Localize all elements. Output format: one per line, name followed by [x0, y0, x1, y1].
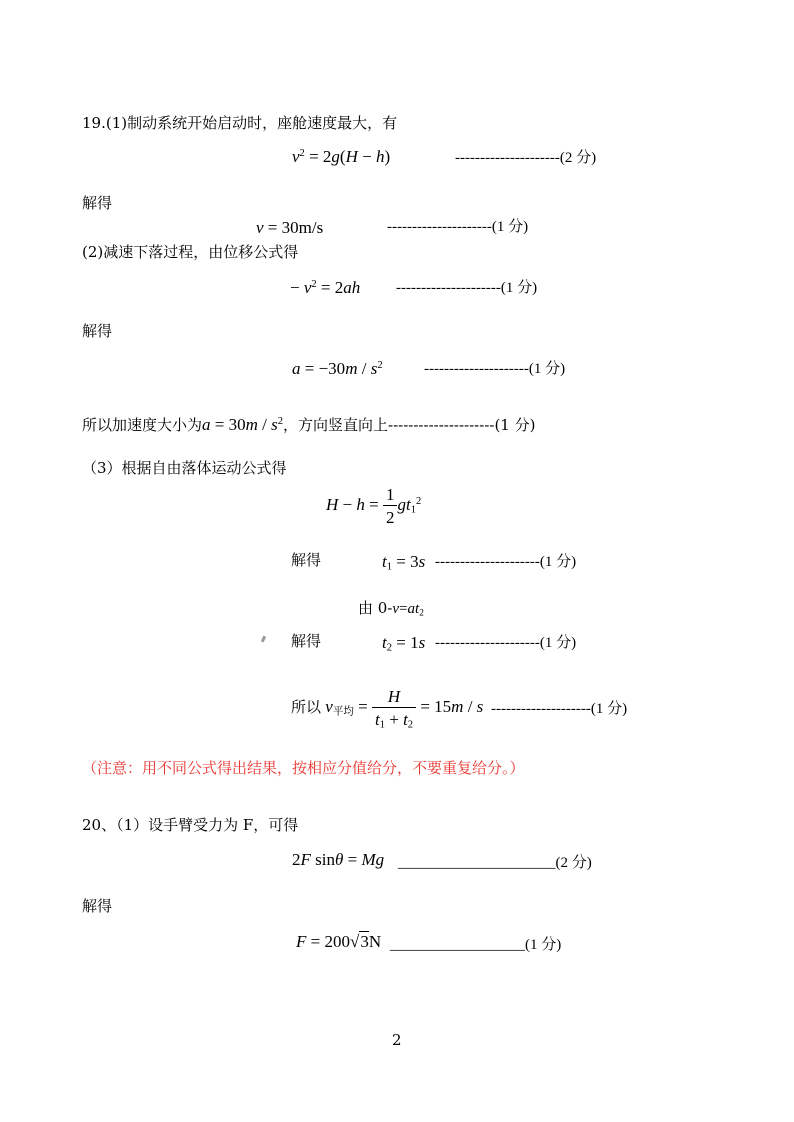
label-jiede: 解得 [82, 322, 113, 340]
equation-t2-value: $t_2 = 1s$ [382, 633, 426, 654]
q19-conclusion [82, 416, 535, 433]
q20-intro: 20、（1）设手臂受力为 F，可得 [82, 816, 299, 834]
fraction-one-half: $\frac{1}{2}$ [383, 486, 398, 526]
score-marker: ---------------------(1 分) [424, 361, 566, 377]
label-jiede: 解得 [82, 897, 113, 915]
fraction-h-over-t: $\frac{H}{t_1 + t_2}$ [372, 688, 416, 728]
equation-force-balance: 2F sinθ = Mg [292, 850, 385, 869]
q19-average-velocity [291, 687, 484, 731]
q19-part2-intro: (2)减速下落过程，由位移公式得 [82, 243, 299, 261]
q19-part3-intro: （3）根据自由落体运动公式得 [82, 459, 287, 477]
label-suoyi: 所以 [291, 697, 322, 716]
score-marker: ---------------------(1 分) [435, 554, 577, 570]
score-marker: __________________(1 分) [390, 937, 562, 953]
equation-average-velocity: $v_{平均}$ = $\frac{H}{t_1 + t_2}$ = 15m / s [321, 687, 484, 731]
q19-intro: 19.(1)制动系统开始启动时，座舱速度最大，有 [82, 114, 398, 132]
score-marker: ---------------------(1 分) [387, 219, 529, 235]
label-you: 由 0- [358, 599, 393, 617]
label-jiede: 解得 [291, 632, 322, 650]
score-marker: ---------------------(1 分) [435, 635, 577, 651]
label-jiede: 解得 [82, 194, 113, 212]
equation-f-value: F = 200√3N [296, 932, 382, 951]
subscript-average: 平均 [332, 706, 354, 718]
q19-from-equation [358, 600, 424, 617]
score-marker: _____________________(2 分) [398, 855, 592, 871]
label-jiede: 解得 [291, 551, 322, 569]
equation-v-value: v = 30m/s [256, 218, 324, 237]
conclusion-prefix: 所以加速度大小为 [82, 416, 203, 434]
stray-mark [261, 636, 266, 643]
grading-note: （注意：用不同公式得出结果，按相应分值给分，不要重复给分。） [82, 759, 525, 777]
score-marker: --------------------(1 分) [491, 701, 628, 717]
equation-v-squared: $v^2 = 2g(H - h)$ [292, 147, 391, 166]
equation-t1-value: $t_1 = 3s$ [382, 552, 426, 573]
conclusion-suffix: ，方向竖直向上---------------------(1 分) [283, 416, 536, 434]
score-marker: ---------------------(2 分) [455, 150, 597, 166]
page-number: 2 [392, 1031, 402, 1049]
equation-v-at2: $v=at_2$ [392, 601, 424, 619]
equation-a-value: $a = -30m / s^2$ [292, 359, 383, 378]
equation-displacement: − $v^2 = 2ah$ [290, 278, 361, 297]
equation-a-magnitude: $a = 30m / s^2$ [202, 415, 284, 434]
equation-free-fall: H − h = $\frac{1}{2}$ $gt_1^2$ [326, 485, 422, 527]
score-marker: ---------------------(1 分) [396, 280, 538, 296]
